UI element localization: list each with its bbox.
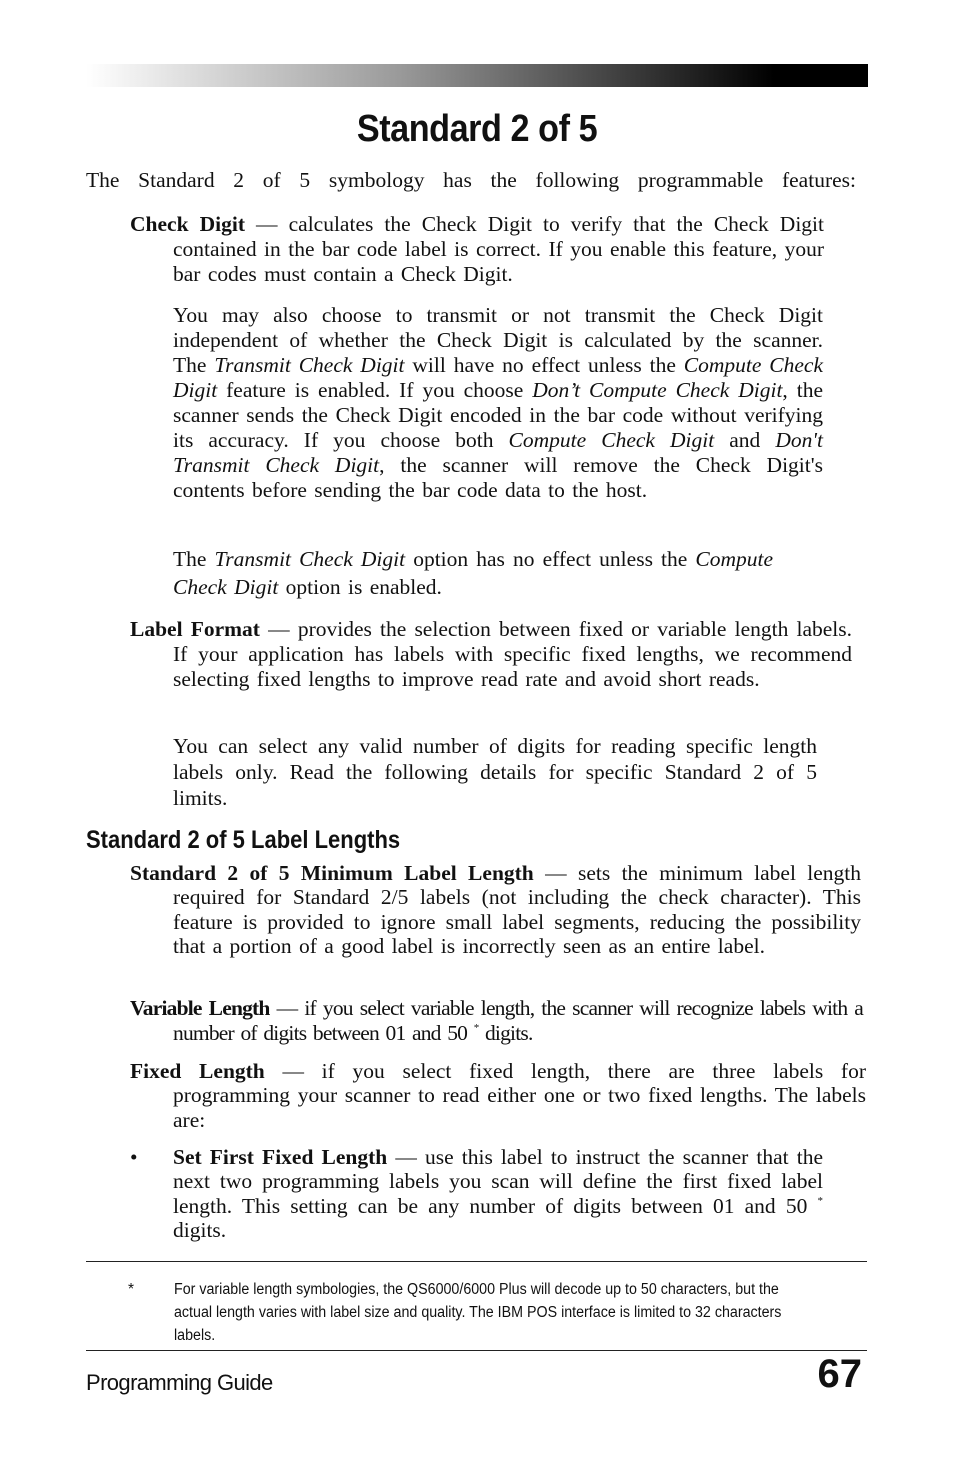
bullet: •: [130, 1145, 138, 1169]
label-format-paragraph: [130, 617, 852, 692]
page-number: 67: [817, 1352, 862, 1396]
variable-length-tail: digits.: [484, 1021, 533, 1045]
footnote-mark: *: [128, 1281, 135, 1298]
text-fragment: , the scanner sends the Check Digit encoded in the bar code without verifying its accuracy. If you choose both: [173, 378, 823, 452]
text-fragment: option has no effect unless the: [413, 547, 688, 571]
variable-length-term: Variable Length: [130, 996, 270, 1020]
header-gradient-bar: [86, 64, 868, 87]
intro-text: The Standard 2 of 5 symbology has the following programmable features:: [86, 168, 856, 192]
first-fixed-length-dash: —: [395, 1145, 417, 1169]
footnote-ref: *: [817, 1194, 823, 1207]
variable-length-dash: —: [276, 996, 298, 1020]
label-format-detail-paragraph: [173, 733, 817, 811]
text-fragment: feature is enabled. If you choose: [226, 378, 524, 402]
first-fixed-length-paragraph: [173, 1145, 823, 1242]
variable-length-desc: if you select variable length, the scanner will recognize labels with a number of digits between 01 and 50: [173, 996, 864, 1045]
check-digit-transmit-paragraph: [173, 303, 823, 503]
label-format-dash: —: [268, 617, 290, 641]
text-fragment: , the scanner will remove the Check Digit's contents before sending the bar code data to the host.: [173, 453, 823, 502]
label-format-detail-text: You can select any valid number of digits for reading specific length labels only. Read the following details for specific Standard 2 of 5 limits.: [173, 734, 817, 810]
page-title: Standard 2 of 5: [356, 108, 598, 150]
italic-term: Compute Check Digit: [173, 353, 824, 402]
footnote-text: For variable length symbologies, the QS6000/6000 Plus will decode up to 50 characters, but the actual length varies with label size and quality. The IBM POS interface is limited to 32 characters labels.: [174, 1281, 782, 1344]
footnote-ref: *: [473, 1022, 479, 1034]
footer-divider: [86, 1350, 867, 1351]
italic-term: Compute Check Digit: [173, 547, 774, 599]
first-fixed-length-tail: digits.: [173, 1217, 227, 1242]
italic-term: Transmit Check Digit: [214, 353, 405, 377]
text-fragment: and: [729, 428, 761, 452]
min-label-length-term: Standard 2 of 5 Minimum Label Length: [130, 861, 534, 885]
check-digit-desc: calculates the Check Digit to verify that the Check Digit contained in the bar code label is correct. If you enable this feature, your bar codes must contain a Check Digit.: [173, 212, 824, 286]
fixed-length-paragraph: [130, 1059, 866, 1132]
text-fragment: will have no effect unless the: [412, 353, 676, 377]
intro-paragraph: [86, 168, 856, 193]
italic-term: Don't Transmit Check Digit: [173, 428, 823, 477]
min-label-length-desc: sets the minimum label length required for Standard 2/5 labels (not including the check character). This feature is provided to ignore small label segments, reducing the possibility that a portion of a good label is incorrectly seen as an entire label.: [173, 861, 862, 958]
footnote-divider: [86, 1261, 867, 1262]
footnote: [86, 1278, 826, 1347]
text-fragment: The: [173, 547, 207, 571]
first-fixed-length-desc: use this label to instruct the scanner that the next two programming labels you scan will define the first fixed label length. This setting can be any number of digits between 01 and 50: [173, 1145, 824, 1218]
min-label-length-dash: —: [545, 861, 567, 885]
first-fixed-length-term: Set First Fixed Length: [173, 1145, 388, 1169]
check-digit-dash: —: [256, 212, 278, 236]
footer-guide-label: Programming Guide: [86, 1370, 273, 1395]
fixed-length-desc: if you select fixed length, there are three labels for programming your scanner to read either one or two fixed lengths. The labels are:: [173, 1059, 866, 1132]
fixed-length-dash: —: [282, 1059, 304, 1083]
italic-term: Compute Check Digit: [508, 428, 715, 452]
variable-length-paragraph: [130, 996, 863, 1046]
check-digit-paragraph: [130, 212, 824, 287]
section-heading: Standard 2 of 5 Label Lengths: [86, 826, 401, 854]
min-label-length-paragraph: [130, 861, 861, 958]
text-fragment: You may also choose to transmit or not transmit the Check Digit independent of whether the Check Digit is calculated by the scanner. The: [173, 303, 823, 377]
label-format-term: Label Format: [130, 617, 260, 641]
check-digit-term: Check Digit: [130, 212, 245, 236]
text-fragment: option is enabled.: [285, 575, 442, 599]
check-digit-option-paragraph: [173, 545, 773, 601]
italic-term: Transmit Check Digit: [214, 547, 406, 571]
fixed-length-term: Fixed Length: [130, 1059, 265, 1083]
italic-term: Don’t Compute Check Digit: [532, 378, 783, 402]
label-format-desc: provides the selection between fixed or variable length labels. If your application has labels with specific fixed lengths, we recommend selecting fixed lengths to improve read rate and avoid short reads.: [173, 617, 853, 691]
